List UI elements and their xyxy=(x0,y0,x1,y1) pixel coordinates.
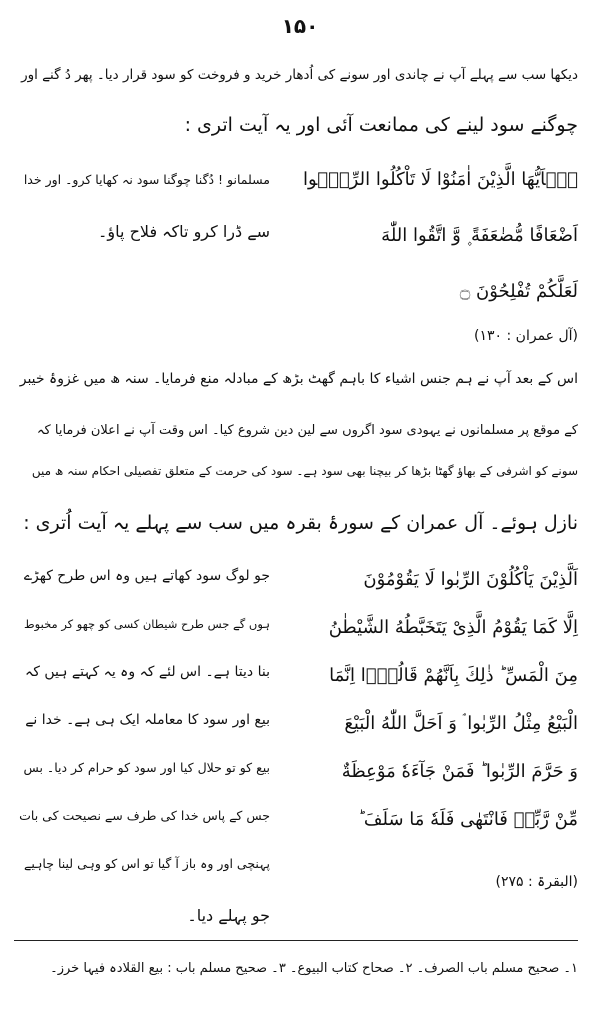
verse-reference: (البقرۃ : ۲۷۵) xyxy=(495,874,578,890)
paragraph-line: کے موقع پر مسلمانوں نے یہودی سود اگروں سے لین دین شروع کیا۔ اس وقت آپ نے اعلان فرمایا کہ xyxy=(36,423,578,438)
urdu-translation-line: مسلمانو ! دُگنا چوگنا سود نہ کھایا کرو۔ اور خدا xyxy=(23,172,270,187)
arabic-verse-line: لَعَلَّكُمْ تُفْلِحُوْنَ ۝ xyxy=(459,281,578,302)
urdu-translation-line: جو پہلے دیا۔ xyxy=(187,906,270,925)
urdu-translation-line: پہنچی اور وہ باز آ گیا تو اس کو وہی لینا چاہیے xyxy=(24,856,270,871)
paragraph-line: دیکھا سب سے پہلے آپ نے چاندی اور سونے کی اُدھار خرید و فروخت کو سود قرار دیا۔ پھر دُ گنے اور xyxy=(21,67,578,83)
arabic-verse-line: اَلَّذِیْنَ یَاْكُلُوْنَ الرِّبٰوا لَا یَقُوْمُوْنَ xyxy=(363,569,578,590)
urdu-translation-line: جس کے پاس خدا کی طرف سے نصیحت کی بات xyxy=(19,808,270,823)
page-number: ۱۵۰ xyxy=(281,14,319,38)
arabic-verse-line: وَ حَرَّمَ الرِّبٰوا ؕ فَمَنْ جَآءَهٗ مَوْعِظَةٌ xyxy=(341,761,578,782)
urdu-translation-line: بیع کو تو حلال کیا اور سود کو حرام کر دیا۔ بس xyxy=(23,760,270,775)
urdu-translation-line: بنا دیتا ہے۔ اس لئے کہ وہ یہ کہتے ہیں کہ xyxy=(25,664,270,680)
urdu-translation-line: ہوں گے جس طرح شیطان کسی کو چھو کر مخبوط xyxy=(24,617,270,631)
arabic-verse-line: اِلَّا كَمَا یَقُوْمُ الَّذِیْ یَتَخَبَّطُهُ الشَّیْطٰنُ xyxy=(328,617,578,638)
footnote: ۱۔ صحیح مسلم باب الصرف۔ ۲۔ صحاح کتاب البیوع۔ ۳۔ صحیح مسلم باب : بیع القلادہ فیہا خرز۔ xyxy=(50,961,578,976)
paragraph-line: چوگنے سود لینے کی ممانعت آئی اور یہ آیت اتری : xyxy=(184,114,578,136)
arabic-verse-line: الْبَیْعُ مِثْلُ الرِّبٰوا ۘ وَ اَحَلَّ اللّٰهُ الْبَیْعَ xyxy=(344,713,578,734)
footnote-divider xyxy=(14,940,578,941)
arabic-verse-line: مِنَ الْمَسِّ ؕ ذٰلِكَ بِاَنَّهُمْ قَالُوْۤا اِنَّمَا xyxy=(329,665,578,686)
paragraph-line: اس کے بعد آپ نے ہم جنس اشیاء کا باہم گھٹ بڑھ کے مبادلہ منع فرمایا۔ سنہ ھ میں غزوۂ خیبر xyxy=(19,371,578,387)
paragraph-line: سونے کو اشرفی کے بھاؤ گھٹا بڑھا کر بیچنا بھی سود ہے۔ سود کی حرمت کے متعلق تفصیلی احکام سنہ ھ میں xyxy=(31,464,578,478)
verse-reference: (آل عمران : ۱۳۰) xyxy=(474,328,578,344)
urdu-translation-line: جو لوگ سود کھاتے ہیں وہ اس طرح کھڑے xyxy=(23,568,270,584)
arabic-verse-line: مِّنْ رَّبِّهٖ فَانْتَهٰى فَلَهٗ مَا سَلَفَ ؕ xyxy=(358,809,578,830)
urdu-translation-line: بیع اور سود کا معاملہ ایک ہی ہے۔ خدا نے xyxy=(25,712,270,728)
urdu-translation-line: سے ڈرا کرو تاکہ فلاح پاؤ۔ xyxy=(98,222,270,241)
arabic-verse-line: اَضْعَافًا مُّضٰعَفَةً ۪ وَّ اتَّقُوا اللّٰهَ xyxy=(381,225,578,246)
arabic-verse-line: یٰۤاَیُّهَا الَّذِیْنَ اٰمَنُوْا لَا تَاْكُلُوا الرِّبٰۤوا xyxy=(302,169,578,190)
paragraph-line: نازل ہوئے۔ آل عمران کے سورۂ بقرہ میں سب سے پہلے یہ آیت اُتری : xyxy=(23,512,578,534)
